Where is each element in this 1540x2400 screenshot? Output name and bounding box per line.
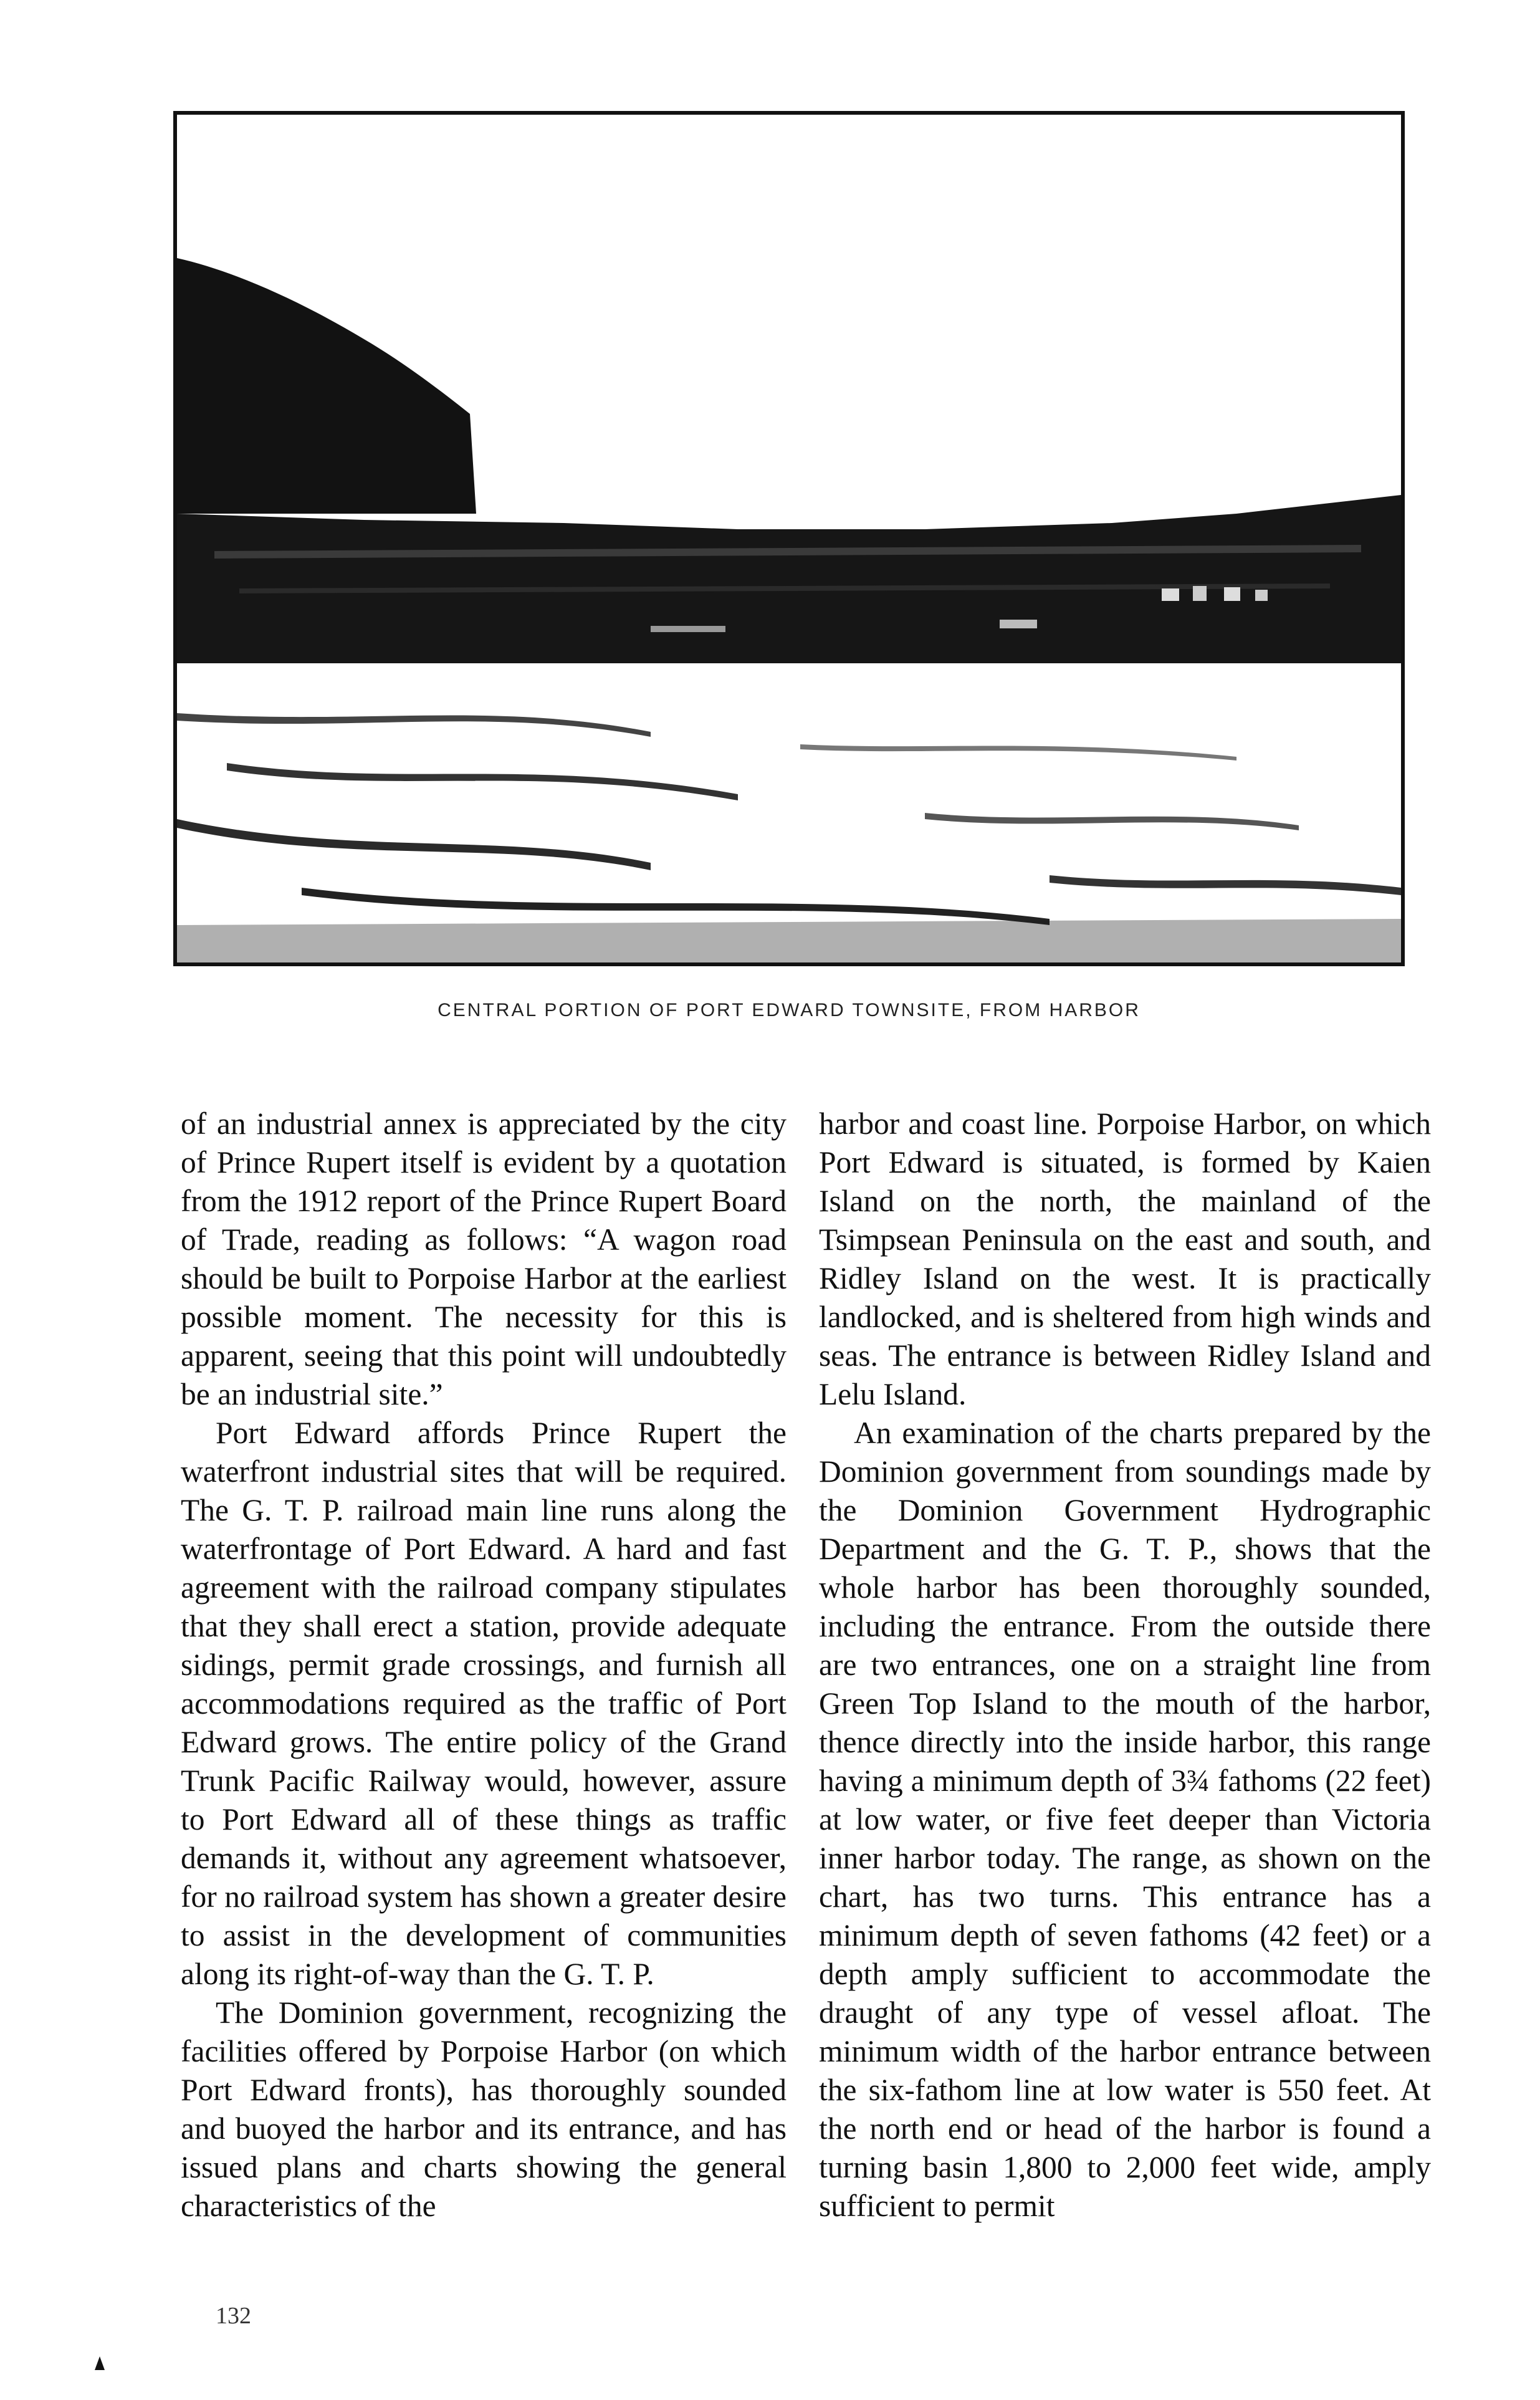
right-text-column — [819, 1105, 1431, 2225]
paragraph: of an industrial annex is appreciated by the city of Prince Rupert itself is evident by a quotation from the 1912 report of the Prince Rupert Board of Trade, reading as follows: “A wagon road should be built to Porpoise Harbor at the earliest possible moment. The necessity for this is apparent, seeing that this point will undoubtedly be an industrial site.” — [181, 1106, 787, 1411]
left-text-column — [181, 1105, 787, 2225]
paragraph: Port Edward affords Prince Rupert the waterfront industrial sites that will be required. The G. T. P. railroad main line runs along the waterfrontage of Port Edward. A hard and fast agreement with the railroad company stipulates that they shall erect a station, provide adequate sidings, permit grade crossings, and furnish all accommodations required as the traffic of Port Edward grows. The entire policy of the Grand Trunk Pacific Railway would, however, assure to Port Edward all of these things as traffic demands it, without any agreement whatsoever, for no railroad system has shown a greater desire to assist in the development of communities along its right-of-way than the G. T. P. — [181, 1416, 787, 1991]
corner-mark-icon — [95, 2356, 105, 2370]
harbor-scene-illustration — [177, 115, 1401, 962]
paragraph: harbor and coast line. Porpoise Harbor, on which Port Edward is situated, is formed by Kaien Island on the north, the mainland of the Tsimpsean Peninsula on the east and south, and Ridley Island on the west. It is practically landlocked, and is sheltered from high winds and seas. The entrance is between Ridley Island and Lelu Island. — [819, 1106, 1431, 1411]
photo-caption: CENTRAL PORTION OF PORT EDWARD TOWNSITE, FROM HARBOR — [438, 1000, 1141, 1020]
page-number: 132 — [216, 2303, 251, 2329]
townsite-photo — [173, 111, 1405, 966]
paragraph: An examination of the charts prepared by the Dominion government from soundings made by the Dominion Government Hydrographic Department and the G. T. P., shows that the whole harbor has been thoroughly sounded, including the entrance. From the outside there are two entrances, one on a straight line from Green Top Island to the mouth of the harbor, thence directly into the inside harbor, this range having a minimum depth of 3¾ fathoms (22 feet) at low water, or five feet deeper than Victoria inner harbor today. The range, as shown on the chart, has two turns. This entrance has a minimum depth of seven fathoms (42 feet) or a depth amply sufficient to accommodate the draught of any type of vessel afloat. The minimum width of the harbor entrance between the six-fathom line at low water is 550 feet. At the north end or head of the harbor is found a turning basin 1,800 to 2,000 feet wide, amply sufficient to permit — [819, 1416, 1431, 2223]
paragraph: The Dominion government, recognizing the facilities offered by Porpoise Harbor (on which Port Edward fronts), has thoroughly sounded and buoyed the harbor and its entrance, and has issued plans and charts showing the general characteristics of the — [181, 1995, 787, 2223]
